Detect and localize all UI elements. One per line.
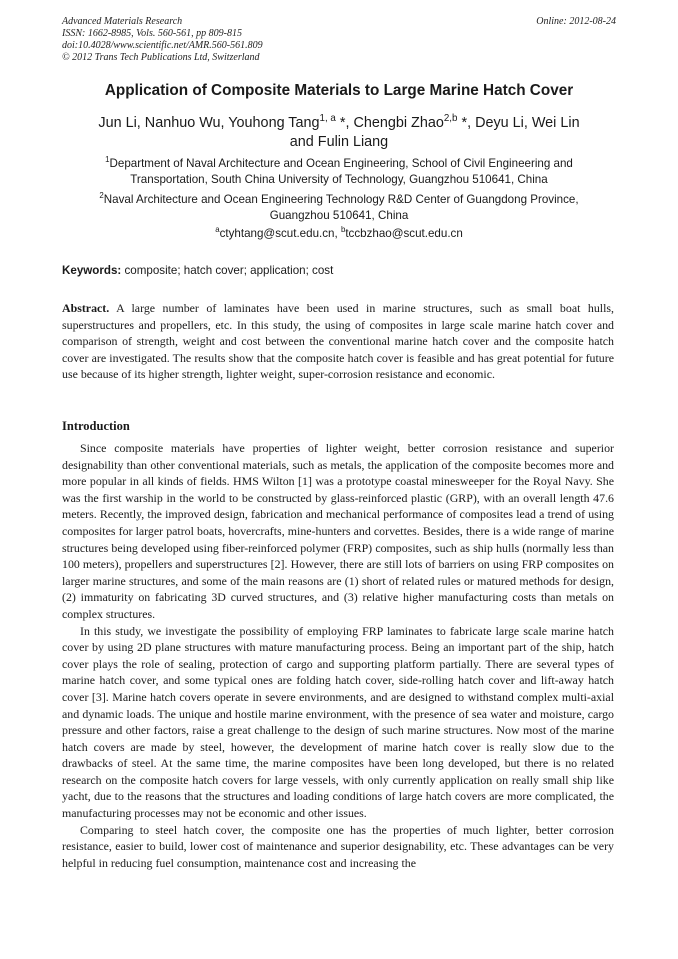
intro-paragraph-2: In this study, we investigate the possibility of employing FRP laminates to fabricate large scale marine hatch cover by using 2D plane structures with mature manufacturing process. Being an important part of the ship, hatch cover plays the role of sealing, protection of cargo and supporting platform partially. There are several types of marine hatch cover, and some typical ones are folding hatch cover, side-rolling hatch cover and lift-away hatch cover [3]. Marine hatch covers operate in severe environments, and are designed to withstand complex multi-axial and dynamic loads. The unique and hostile marine environment, with the presence of sea water and moisture, cargo pressure and other factors, raise a great challenge to the design of such marine structures. Now most of the marine hatch covers are made by steel, however, the development of marine hatch cover is really slow due to the drawbacks of steel. At the same time, the marine composites have been long developed, but there is no related research on the composite hatch covers for large vessels, with only currently application on really small ship like yacht, due to the reasons that the structures and loading conditions of large hatch covers are more complicated, the manufacturing processes may not be economic and other issues. xyxy=(62,623,614,821)
affiliation-2-line-2: Guangzhou 510641, China xyxy=(269,209,409,222)
keywords-text: composite; hatch cover; application; cost xyxy=(121,264,334,277)
authors-part-3: *, Deyu Li, Wei Lin xyxy=(457,115,580,131)
intro-paragraph-1: Since composite materials have properties of lighter weight, better corrosion resistance and superior designability than other conventional materials, such as metals, the application of the composite becomes more and more popular in all kinds of fields. HMS Wilton [1] was a prototype coastal minesweeper for the Royal Navy. She was the first warship in the world to be constructed by glass-reinforced plastic (GRP), with an overall length 47.6 meters. Recently, the improved design, fabrication and mechanical performance of composites lead a trend of using composites for larger patrol boats, hovercrafts, mine-hunters and corvettes. Besides, there is a wide range of marine structures being developed using fiber-reinforced polymer (FRP) composites, such as ship hulls (normally less than 100 meters), propellers and superstructures [2]. However, there are still lots of barriers on using FRP composites on larger marine structures, and some of the main reasons are (1) short of related rules or matured methods for design, (2) immaturity on fabricating 3D curved structures, and (3) relative higher manufacturing costs than metals on complex structures. xyxy=(62,441,614,621)
authors-part-1: Jun Li, Nanhuo Wu, Youhong Tang xyxy=(98,115,320,131)
abstract-text: A large number of laminates have been used in marine structures, such as small boat hulls, superstructures and propellers, etc. In this study, the using of composites in large scale marine hatch cover and comparison of strength, weight and cost between the conventional marine hatch cover and the composite hatch cover are investigated. The results show that the composite hatch cover is feasible and has great potential for future use because of its higher strength, lighter weight, super-corrosion resistance and economic. xyxy=(62,301,614,382)
journal-header xyxy=(62,16,616,64)
copyright-line: © 2012 Trans Tech Publications Ltd, Switzerland xyxy=(62,52,260,63)
author-line-2: and Fulin Liang xyxy=(289,134,389,150)
online-date: Online: 2012-08-24 xyxy=(536,16,616,27)
issn-line: ISSN: 1662-8985, Vols. 560-561, pp 809-815 xyxy=(62,28,242,39)
email-sup-b: b xyxy=(340,225,346,235)
journal-name: Advanced Materials Research xyxy=(62,16,183,27)
author-sup-2: 2,b xyxy=(443,113,458,125)
keywords-label: Keywords: xyxy=(62,264,122,277)
paper-title: Application of Composite Materials to Large Marine Hatch Cover xyxy=(104,82,574,99)
affiliation-1-sup: 1 xyxy=(105,155,110,165)
abstract-label: Abstract. xyxy=(62,301,110,315)
intro-paragraph-3: Comparing to steel hatch cover, the composite one has the properties of much lighter, better corrosion resistance, easier to build, lower cost of maintenance and superior designability, etc. These advantages can be very helpful in reducing fuel consumption, maintenance cost and increasing the xyxy=(62,822,614,870)
affiliation-1-line-1: Department of Naval Architecture and Ocean Engineering, School of Civil Engineering and xyxy=(109,157,573,170)
affiliation-1 xyxy=(62,156,616,188)
author-emails xyxy=(62,226,616,241)
affiliation-1-line-2: Transportation, South China University of Technology, Guangzhou 510641, China xyxy=(130,173,548,186)
section-heading-introduction: Introduction xyxy=(62,419,130,433)
affiliation-2 xyxy=(62,192,616,224)
email-b: tccbzhao@scut.edu.cn xyxy=(345,227,463,240)
introduction-body xyxy=(62,440,614,871)
authors-part-2: *, Chengbi Zhao xyxy=(335,115,444,131)
keywords xyxy=(62,263,616,278)
affiliation-2-line-1: Naval Architecture and Ocean Engineering Technology R&D Center of Guangdong Province, xyxy=(103,193,579,206)
author-sup-1: 1, a xyxy=(319,113,336,125)
author-list xyxy=(62,114,616,152)
abstract xyxy=(62,300,614,383)
affiliation-2-sup: 2 xyxy=(99,191,104,201)
email-sup-a: a xyxy=(215,225,220,235)
email-a: ctyhtang@scut.edu.cn, xyxy=(219,227,341,240)
author-line-1 xyxy=(62,114,616,133)
doi-line: doi:10.4028/www.scientific.net/AMR.560-561.809 xyxy=(62,40,263,51)
